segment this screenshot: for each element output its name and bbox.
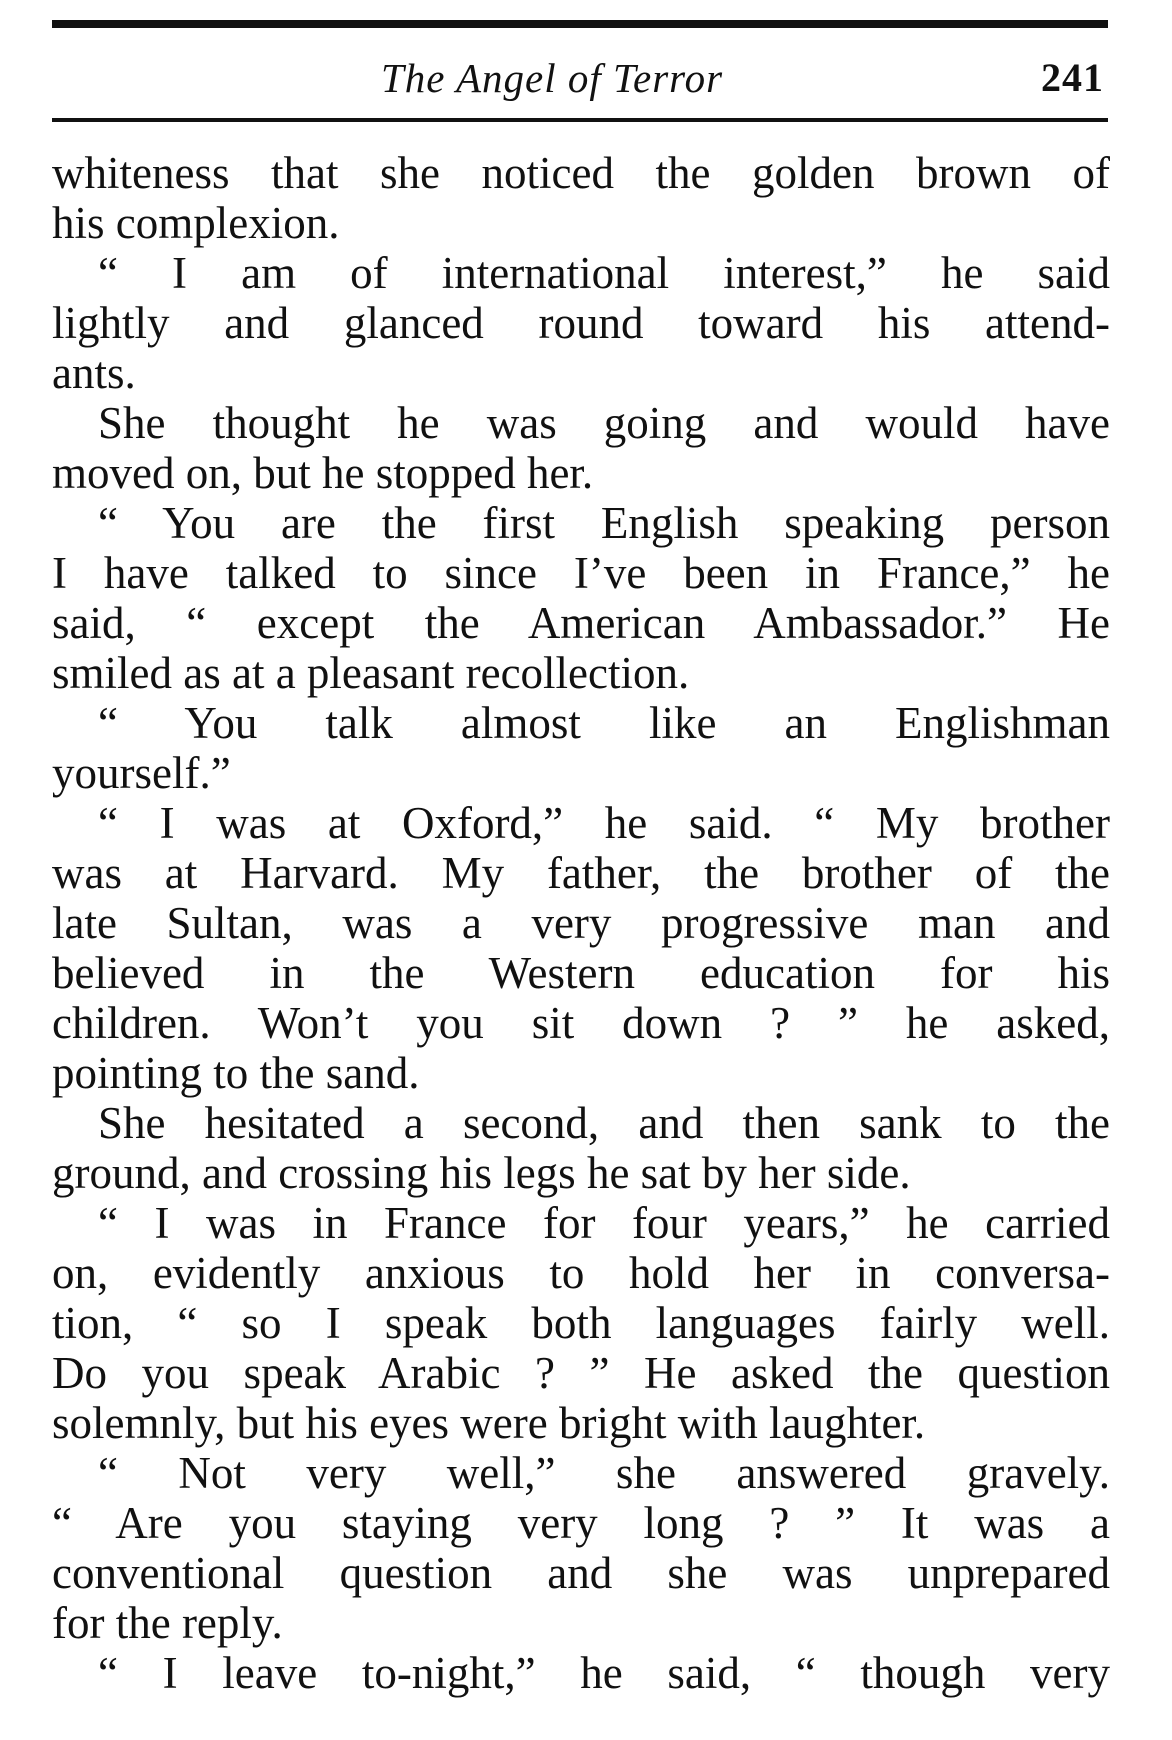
text-line: “ I am of international interest,” he said <box>98 248 1110 298</box>
text-line: ground, and crossing his legs he sat by her side. <box>52 1148 911 1198</box>
text-line: believed in the Western education for his <box>52 948 1110 998</box>
running-title: The Angel of Terror <box>380 55 724 101</box>
text-line: on, evidently anxious to hold her in conversa- <box>52 1248 1110 1298</box>
text-line: “ I was at Oxford,” he said. “ My brother <box>98 798 1110 848</box>
text-line: moved on, but he stopped her. <box>52 448 594 498</box>
text-line: lightly and glanced round toward his attend- <box>52 298 1110 348</box>
running-head <box>52 46 1108 110</box>
text-line: She thought he was going and would have <box>98 398 1110 448</box>
text-line: smiled as at a pleasant recollection. <box>52 648 690 698</box>
header-bottom-rule <box>52 118 1108 122</box>
text-line: “ You are the first English speaking person <box>98 498 1110 548</box>
text-line: “ You talk almost like an Englishman <box>98 698 1110 748</box>
text-line: his complexion. <box>52 198 340 248</box>
text-line: ants. <box>52 348 136 398</box>
text-line: was at Harvard. My father, the brother of the <box>52 848 1110 898</box>
text-line: solemnly, but his eyes were bright with laughter. <box>52 1398 926 1448</box>
text-line: whiteness that she noticed the golden brown of <box>52 148 1110 198</box>
text-line: “ I leave to-night,” he said, “ though very <box>98 1648 1110 1698</box>
page-number: 241 <box>1041 55 1104 100</box>
book-page <box>52 20 1112 1720</box>
text-line: “ Not very well,” she answered gravely. <box>98 1448 1110 1498</box>
text-line: late Sultan, was a very progressive man and <box>52 898 1110 948</box>
text-line: “ I was in France for four years,” he carried <box>98 1198 1110 1248</box>
text-line: yourself.” <box>52 748 231 798</box>
text-line: I have talked to since I’ve been in France,” he <box>52 548 1110 598</box>
text-line: conventional question and she was unprepared <box>52 1548 1110 1598</box>
text-line: “ Are you staying very long ? ” It was a <box>52 1498 1110 1548</box>
body-text <box>52 148 1110 1698</box>
text-line: She hesitated a second, and then sank to the <box>98 1098 1110 1148</box>
text-line: for the reply. <box>52 1598 283 1648</box>
text-line: Do you speak Arabic ? ” He asked the question <box>52 1348 1110 1398</box>
text-line: pointing to the sand. <box>52 1048 420 1098</box>
text-line: said, “ except the American Ambassador.” He <box>52 598 1110 648</box>
text-line: children. Won’t you sit down ? ” he asked, <box>52 998 1110 1048</box>
text-line: tion, “ so I speak both languages fairly well. <box>52 1298 1110 1348</box>
header-top-rule <box>52 20 1108 28</box>
